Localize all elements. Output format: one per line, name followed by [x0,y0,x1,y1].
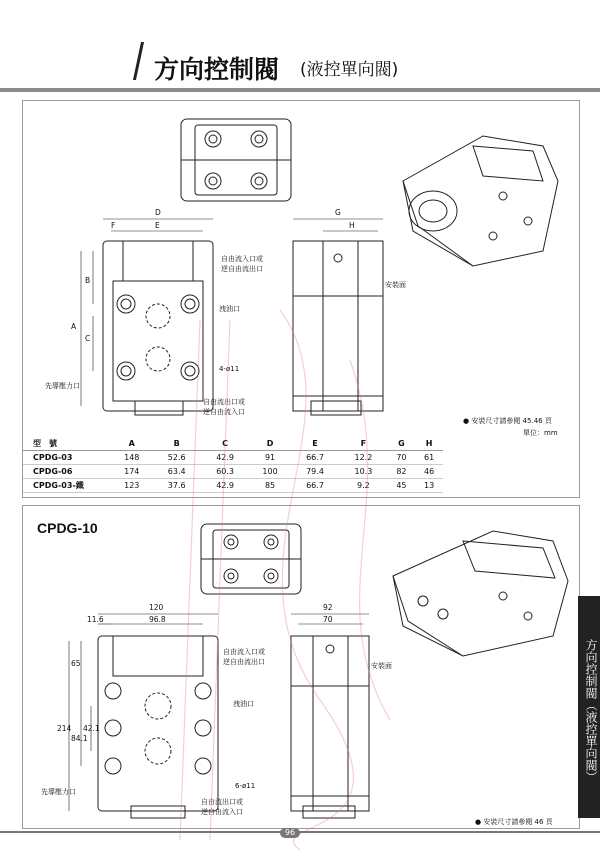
cell: 91 [264,453,276,462]
cell: 82 [396,467,407,476]
col-e: E [312,439,318,448]
front-view-drawing [103,241,213,415]
cell: 46 [424,467,435,476]
install-note: ● 安裝尺寸請參閱 45.46 頁 [463,417,552,425]
label-rev-in: 逆自由流入口 [201,808,243,816]
cell: 63.4 [167,467,186,476]
cell: 66.7 [306,453,324,462]
col-a: A [128,439,135,448]
col-model: 型 號 [33,439,57,448]
dim-84-1: 84.1 [71,734,88,743]
label-drain: 洩油口 [219,305,240,313]
dim-g: G [335,208,341,217]
table-row [23,465,443,479]
dim-c: C [85,334,91,343]
dim-70: 70 [323,615,333,624]
label-mount-face: 安裝面 [385,281,406,289]
cpdg-10-title: CPDG-10 [37,520,98,536]
dim-b: B [85,276,91,285]
side-view-drawing [293,241,383,415]
cell: 45 [396,481,407,490]
label-pilot: 先導壓力口 [45,382,80,390]
label-holes: 4-ø11 [219,365,240,373]
cell: CPDG-06 [33,467,73,476]
col-d: D [266,439,274,448]
iso-view-drawing [393,531,568,656]
iso-view-drawing [403,136,558,266]
table-row [23,451,443,465]
dim-h: H [349,221,355,230]
col-h: H [425,439,433,448]
cell: 52.6 [167,453,186,462]
dim-42-1: 42.1 [83,724,100,733]
dim-65: 65 [71,659,81,668]
cell: 70 [396,453,407,462]
front-view-drawing [98,636,218,818]
top-view-drawing [201,524,301,594]
label-rev-out: 逆自由流出口 [223,658,265,666]
footer-rule [0,831,600,833]
spec-table [23,437,579,493]
dim-92: 92 [323,603,333,612]
brand-logo [22,40,140,70]
col-b: B [173,439,180,448]
cpdg-03-06-panel [22,100,580,498]
cell: 60.3 [216,467,234,476]
col-g: G [398,439,405,448]
dim-11-6: 11.6 [87,615,104,624]
page-header [0,0,600,92]
page-subtitle: (液控單向閥) [300,60,399,80]
label-pilot: 先導壓力口 [41,788,76,796]
label-drain: 洩油口 [233,700,254,708]
label-free-in: 自由流入口或 [221,255,263,263]
cell: 79.4 [306,467,324,476]
cpdg-10-drawing [23,506,579,828]
dim-a: A [71,322,77,331]
label-rev-in: 逆自由流入口 [203,408,245,416]
label-free-in: 自由流入口或 [223,648,265,656]
dim-e: E [155,221,160,230]
label-rev-out: 逆自由流出口 [221,265,263,273]
header-rule [0,88,600,92]
page-number: 96 [280,828,300,838]
label-free-out: 自由流出口或 [203,398,245,406]
dim-120: 120 [149,603,164,612]
cell: 9.2 [357,481,370,490]
cell: 12.2 [354,453,373,462]
top-view-drawing [181,119,291,201]
cell: 100 [262,467,278,476]
col-f: F [360,439,367,448]
label-mount-face: 安裝面 [371,662,392,670]
label-free-out: 自由流出口或 [201,798,243,806]
cell: 123 [124,481,140,490]
cell: 66.7 [306,481,324,490]
cpdg-10-panel [22,505,580,829]
cell: CPDG-03 [33,453,73,462]
cell: 42.9 [216,481,234,490]
page-title: 方向控制閥 [154,55,280,84]
unit-label: 單位：mm [523,429,558,437]
cell: 174 [124,467,140,476]
cell: 13 [424,481,435,490]
cell: CPDG-03-鐵 [33,481,84,490]
install-note: ● 安裝尺寸請參閱 46 頁 [475,818,553,826]
cell: 42.9 [216,453,234,462]
cell: 10.3 [354,467,373,476]
dim-d: D [155,208,161,217]
cell: 85 [264,481,276,490]
chapter-side-tab: 方向控制閥（液控單向閥） [578,596,600,818]
label-holes: 6-ø11 [235,782,256,790]
table-row [23,479,443,493]
cell: 61 [424,453,435,462]
dim-96-8: 96.8 [149,615,166,624]
spec-table-header [23,437,443,451]
col-c: C [222,439,229,448]
cell: 148 [124,453,140,462]
dim-214: 214 [57,724,72,733]
side-view-drawing [291,636,369,818]
dim-f: F [111,221,116,230]
cell: 37.6 [167,481,186,490]
